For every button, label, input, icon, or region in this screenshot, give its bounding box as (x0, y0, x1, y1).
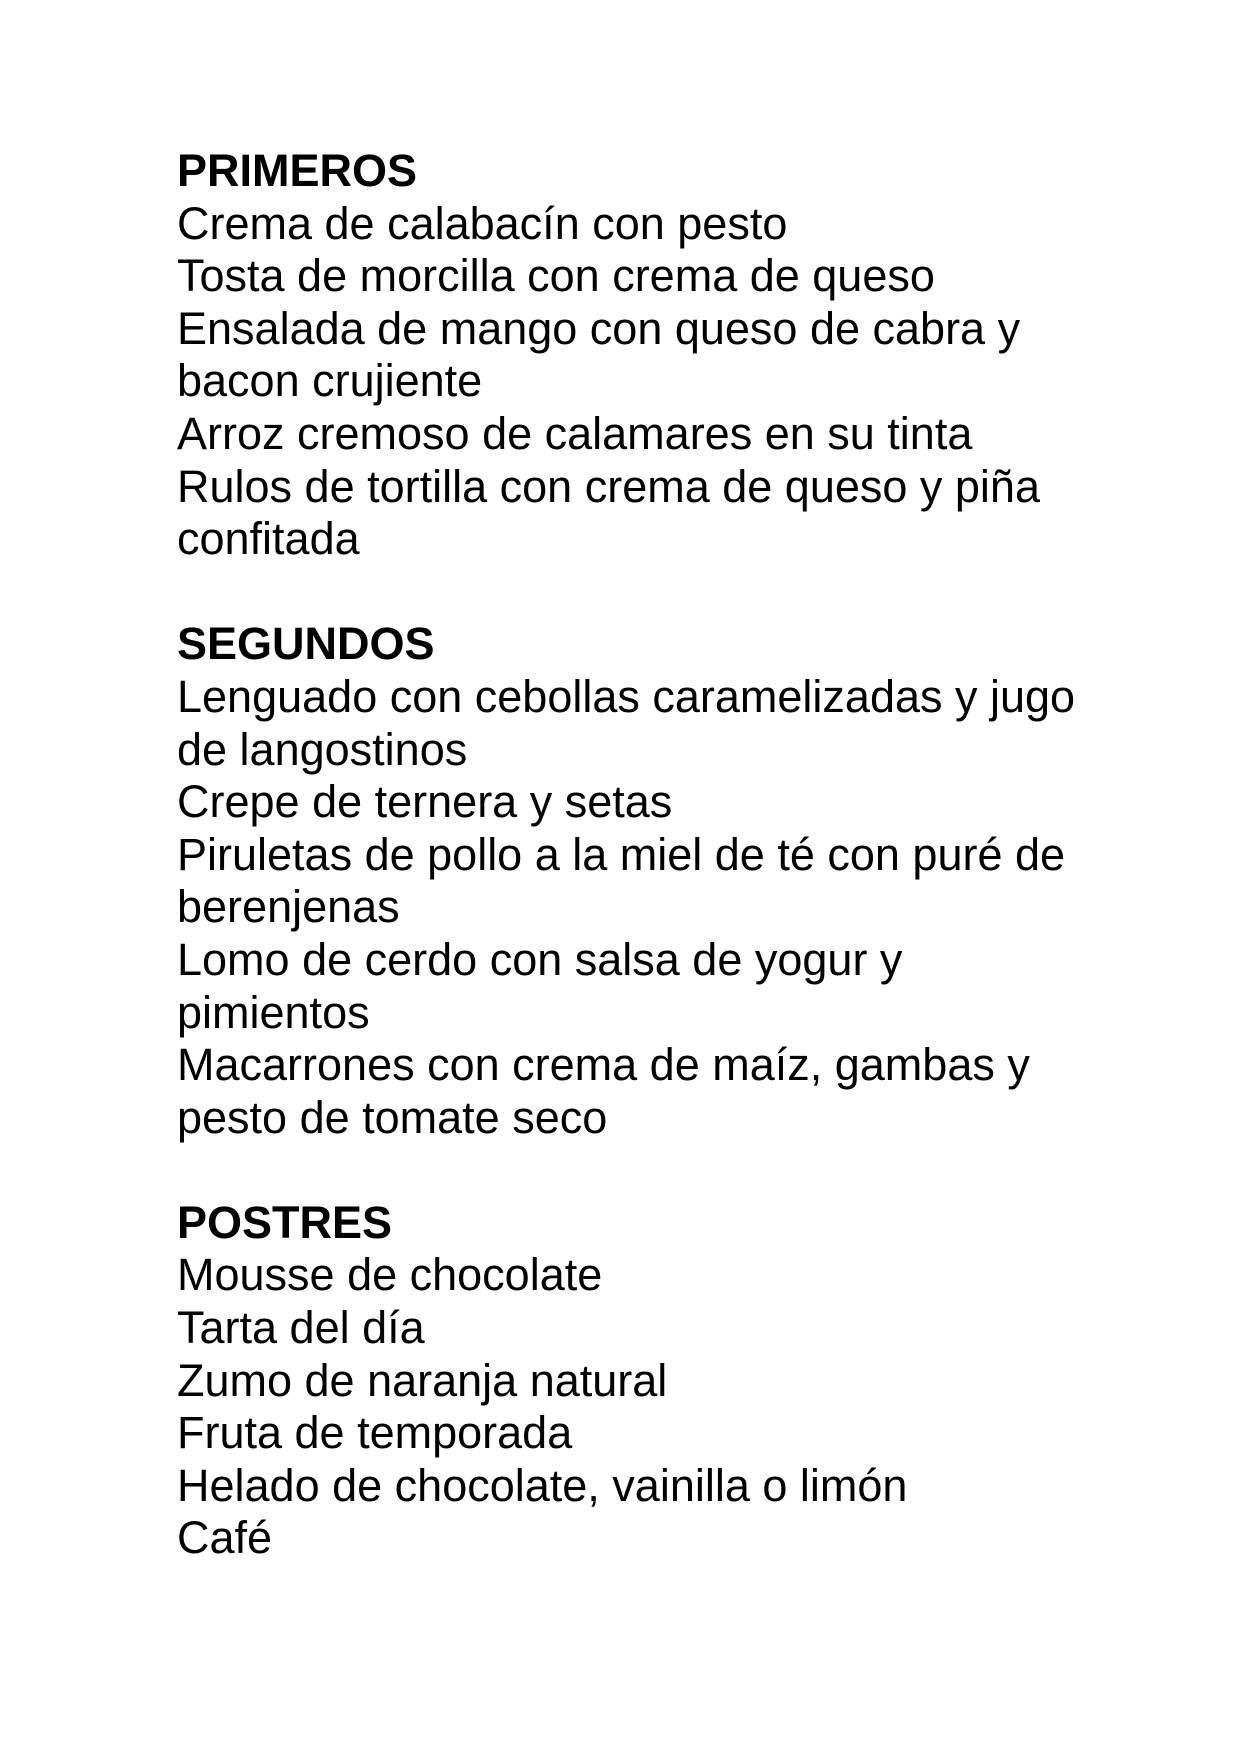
section-primeros (177, 145, 1077, 566)
section-title: SEGUNDOS (177, 618, 435, 670)
dish-item: Mousse de chocolate (177, 1249, 603, 1301)
dish-item: Piruletas de pollo a la miel de té con puré de berenjenas (177, 828, 1066, 933)
section-segundos (177, 618, 1077, 1144)
dish-item: Café (177, 1512, 273, 1564)
dish-item: Tarta del día (177, 1302, 425, 1354)
dish-item: Tosta de morcilla con crema de queso (177, 250, 935, 302)
dish-item: Helado de chocolate, vainilla o limón (177, 1459, 908, 1511)
dish-item: Lenguado con cebollas caramelizadas y jugo de langostinos (177, 670, 1076, 775)
dish-item: Zumo de naranja natural (177, 1354, 668, 1406)
dish-item: Arroz cremoso de calamares en su tinta (177, 407, 973, 459)
dish-list (177, 1249, 1077, 1565)
dish-item: Ensalada de mango con queso de cabra y bacon crujiente (177, 302, 1021, 407)
dish-item: Macarrones con crema de maíz, gambas y pesto de tomate seco (177, 1039, 1030, 1143)
section-postres (177, 1197, 1077, 1565)
dish-list (177, 198, 1077, 566)
menu-document (177, 145, 1077, 1565)
section-title: POSTRES (177, 1196, 393, 1248)
dish-item: Fruta de temporada (177, 1407, 573, 1459)
dish-item: Crepe de ternera y setas (177, 776, 673, 828)
section-title: PRIMEROS (177, 145, 418, 196)
dish-item: Rulos de tortilla con crema de queso y piña confitada (177, 460, 1040, 565)
dish-item: Crema de calabacín con pesto (177, 197, 788, 249)
dish-item: Lomo de cerdo con salsa de yogur y pimientos (177, 933, 903, 1038)
dish-list (177, 671, 1077, 1144)
